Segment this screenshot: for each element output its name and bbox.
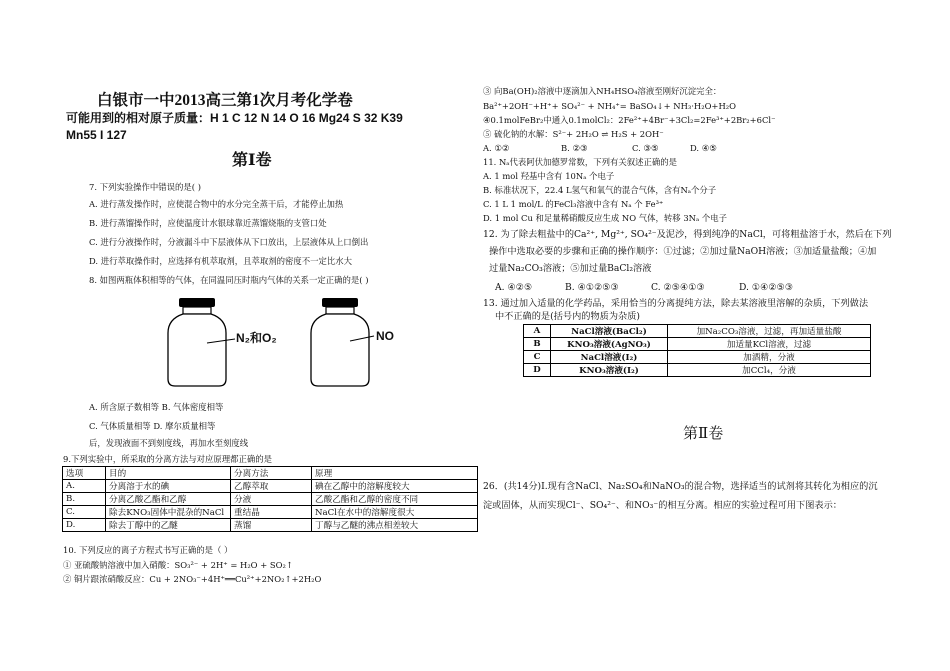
table-cell: 乙醇萃取 xyxy=(231,480,312,493)
table-row xyxy=(63,467,478,480)
q12-choice-b: B. ④①②⑤③ xyxy=(565,282,619,293)
q10-choice-b: B. ②③ xyxy=(561,143,588,153)
q10-option-1: ① 亚硫酸钠溶液中加入硝酸：SO₃²⁻ + 2H⁺ = H₂O + SO₂↑ xyxy=(63,560,293,570)
table-cell: C. xyxy=(63,506,106,519)
q8-options-cd: C. 气体质量相等 D. 摩尔质量相等 xyxy=(89,421,216,431)
q12-line3: 过量Na₂CO₃溶液；⑤加过量BaCl₂溶液 xyxy=(489,263,652,274)
q7-stem: 7. 下列实验操作中错误的是( ) xyxy=(89,182,201,192)
q9-stem: 9.下列实验中，所采取的分离方法与对应原理都正确的是 xyxy=(63,454,272,464)
table-cell: NaCl溶液(I₂) xyxy=(551,351,668,364)
table-cell: B. xyxy=(63,493,106,506)
table-header-cell: 选项 xyxy=(63,467,106,480)
q11-option-d: D. 1 mol Cu 和足量稀硝酸反应生成 NO 气体，转移 3Nₐ 个电子 xyxy=(483,213,727,223)
table-row xyxy=(63,519,478,532)
q7-option-c: C. 进行分液操作时，分液漏斗中下层液体从下口放出，上层液体从上口倒出 xyxy=(89,237,369,247)
q8-stem: 8. 如图两瓶体积相等的气体，在同温同压时瓶内气体的关系一定正确的是( ) xyxy=(89,275,369,285)
q10-choice-a: A. ①② xyxy=(483,143,510,153)
table-cell: 乙酸乙酯和乙醇的密度不同 xyxy=(312,493,478,506)
table-cell: C xyxy=(524,351,551,364)
q7-option-a: A. 进行蒸发操作时，应使混合物中的水分完全蒸干后，才能停止加热 xyxy=(89,199,344,209)
table-cell: 加CCl₄，分液 xyxy=(668,364,871,377)
q11-option-b: B. 标准状况下，22.4 L氢气和氧气的混合气体，含有Nₐ个分子 xyxy=(483,185,717,195)
q7-option-b: B. 进行蒸馏操作时，应使温度计水银球靠近蒸馏烧瓶的支管口处 xyxy=(89,218,327,228)
q10-option-2: ② 铜片跟浓硝酸反应：Cu + 2NO₃⁻+4H⁺══Cu²⁺+2NO₂↑+2H₂O xyxy=(63,574,322,584)
q7-option-d: D. 进行萃取操作时，应选择有机萃取剂，且萃取剂的密度不一定比水大 xyxy=(89,256,352,266)
q26-line2: 淀或固体，从而实现Cl⁻、SO₄²⁻、和NO₃⁻的相互分离。相应的实验过程可用下图表示： xyxy=(483,500,842,511)
table-row xyxy=(524,351,871,364)
table-row xyxy=(524,364,871,377)
q12-choice-d: D. ①④②⑤③ xyxy=(739,282,794,293)
section-1-title: 第Ⅰ卷 xyxy=(232,150,272,169)
bottle-n2-o2-label: N₂和O₂ xyxy=(236,331,277,345)
q10-choice-c: C. ③⑤ xyxy=(632,143,659,153)
section-2-title: 第Ⅱ卷 xyxy=(683,424,724,442)
table-cell: NaCl溶液(BaCl₂) xyxy=(551,325,668,338)
atomic-masses-line1: 可能用到的相对原子质量：H 1 C 12 N 14 O 16 Mg24 S 32 K39 xyxy=(66,111,403,125)
q12-line1: 12. 为了除去粗盐中的Ca²⁺, Mg²⁺, SO₄²⁻及泥沙，得到纯净的NaCl，可将粗盐溶于水，然后在下列 xyxy=(483,229,892,240)
table-cell: D xyxy=(524,364,551,377)
table-cell: D. xyxy=(63,519,106,532)
table-row xyxy=(63,506,478,519)
table-cell: 分离乙酸乙酯和乙醇 xyxy=(106,493,231,506)
q10-stem: 10. 下列反应的离子方程式书写正确的是（ ） xyxy=(63,545,233,555)
table-cell: B xyxy=(524,338,551,351)
q10-choice-d: D. ④⑤ xyxy=(690,143,717,153)
q11-option-a: A. 1 mol 羟基中含有 10Nₐ 个电子 xyxy=(483,171,615,181)
table-cell: 分液 xyxy=(231,493,312,506)
table-header-cell: 原理 xyxy=(312,467,478,480)
q9-table xyxy=(62,466,478,532)
exam-title: 白银市一中2013高三第1次月考化学卷 xyxy=(97,92,353,109)
table-header-cell: 目的 xyxy=(106,467,231,480)
table-cell: 碘在乙醇中的溶解度较大 xyxy=(312,480,478,493)
table-cell: 加酒精，分液 xyxy=(668,351,871,364)
atomic-masses-line2: Mn55 I 127 xyxy=(66,128,127,142)
table-cell: NaCl在水中的溶解度很大 xyxy=(312,506,478,519)
q10-option-3a: ③ 向Ba(OH)₂溶液中逐滴加入NH₄HSO₄溶液至刚好沉淀完全： xyxy=(483,86,722,96)
table-row xyxy=(524,325,871,338)
table-cell: 蒸馏 xyxy=(231,519,312,532)
table-row xyxy=(63,493,478,506)
table-cell: A xyxy=(524,325,551,338)
bottle-no-label: NO xyxy=(376,329,394,343)
table-cell: 丁醇与乙醚的沸点相差较大 xyxy=(312,519,478,532)
table-cell: KNO₃溶液(I₂) xyxy=(551,364,668,377)
q26-line1: 26．(共14分)Ⅰ.现有含NaCl、Na₂SO₄和NaNO₃的混合物，选择适当的试剂将其转化为相应的沉 xyxy=(483,481,878,492)
q12-choice-c: C. ②⑤④①③ xyxy=(651,282,705,293)
table-cell: 重结晶 xyxy=(231,506,312,519)
q12-line2: 操作中选取必要的步骤和正确的操作顺序：①过滤；②加过量NaOH溶液；③加适量盐酸；④加 xyxy=(489,246,877,257)
q10-option-5: ⑤ 硫化钠的水解：S²⁻+ 2H₂O ⇌ H₂S + 2OH⁻ xyxy=(483,129,664,139)
q10-option-4: ④0.1molFeBr₂中通入0.1molCl₂：2Fe²⁺+4Br⁻+3Cl₂=2Fe³⁺+2Br₂+6Cl⁻ xyxy=(483,115,776,125)
table-cell: 加适量KCl溶液，过滤 xyxy=(668,338,871,351)
table-cell: A. xyxy=(63,480,106,493)
q8-extra-line: 后，发现液面不到刻度线，再加水至刻度线 xyxy=(89,438,249,448)
q11-stem: 11. Nₐ代表阿伏加德罗常数，下列有关叙述正确的是 xyxy=(483,157,678,167)
table-row xyxy=(63,480,478,493)
q13-line1: 13. 通过加入适量的化学药品，采用恰当的分离提纯方法，除去某溶液里溶解的杂质，下列做法 xyxy=(483,298,869,309)
table-cell: 加Na₂CO₃溶液，过滤，再加适量盐酸 xyxy=(668,325,871,338)
q13-table xyxy=(523,324,871,377)
table-cell: KNO₃溶液(AgNO₃) xyxy=(551,338,668,351)
q10-option-3b: Ba²⁺+2OH⁻+H⁺+ SO₄²⁻ + NH₄⁺= BaSO₄↓+ NH₃·H₂O+H₂O xyxy=(483,101,736,111)
table-cell: 除去丁醇中的乙醚 xyxy=(106,519,231,532)
q8-options-ab: A. 所含原子数相等 B. 气体密度相等 xyxy=(89,402,224,412)
q13-line2: 中不正确的是(括号内的物质为杂质) xyxy=(495,311,640,322)
table-row xyxy=(524,338,871,351)
table-cell: 分离溶于水的碘 xyxy=(106,480,231,493)
table-cell: 除去KNO₃固体中混杂的NaCl xyxy=(106,506,231,519)
q11-option-c: C. 1 L 1 mol/L 的FeCl₃溶液中含有 Nₐ 个 Fe³⁺ xyxy=(483,199,664,209)
q12-choice-a: A. ④②⑤ xyxy=(495,282,533,293)
table-header-cell: 分离方法 xyxy=(231,467,312,480)
